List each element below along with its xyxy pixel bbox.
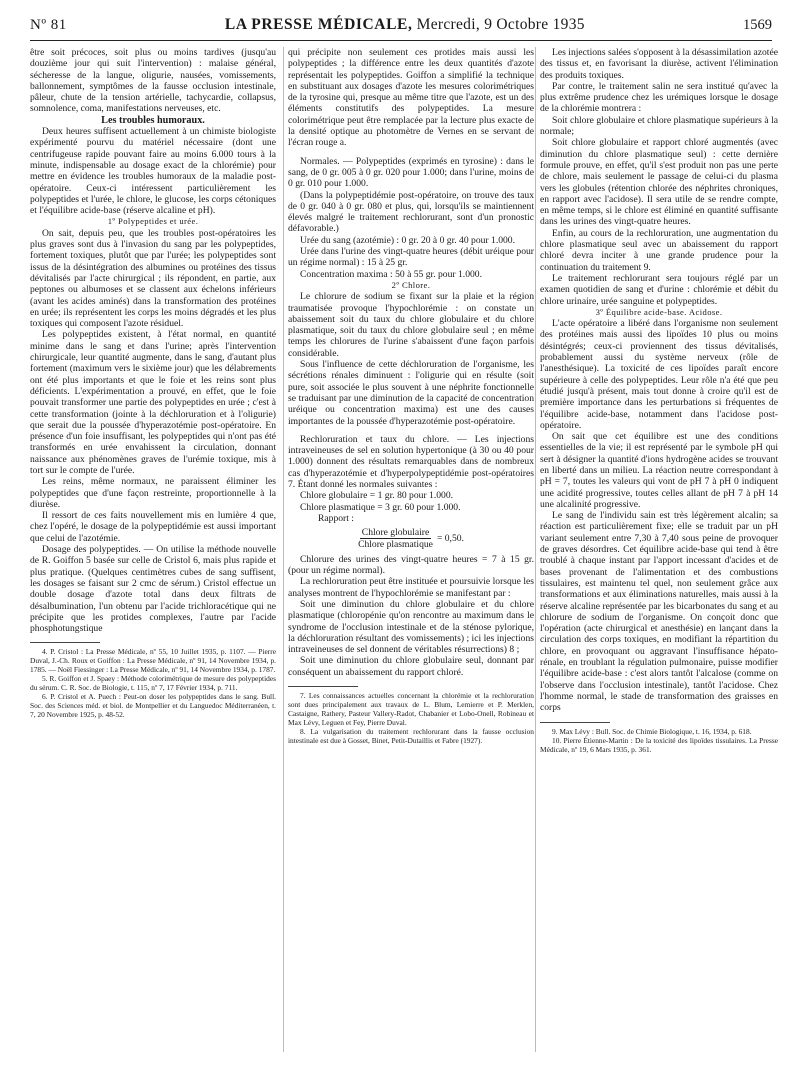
paragraph: Concentration maxima : 50 à 55 gr. pour 1.000. <box>300 268 482 280</box>
footnote-rule <box>30 642 100 643</box>
page-header <box>30 16 772 38</box>
paragraph: Le traitement rechlorurant sera toujours réglé par un examen quotidien de sang et d'urine : chlorémie et débit du chlore urinaire, urée sanguine et polypeptides. <box>540 272 778 307</box>
paragraph: Il ressort de ces faits nouvellement mis en lumière 4 que, chez l'opéré, le dosage de la polypeptidémie est aussi important que celui de l'azotémie. <box>30 510 276 544</box>
column-1 <box>30 47 276 719</box>
fraction-numerator: Chlore globulaire <box>361 527 430 539</box>
formula-line: Chlore plasmatique = 3 gr. 60 pour 1.000. <box>300 501 461 513</box>
footnote: 7. Les connaissances actuelles concernant la chlorémie et la rechloruration sont dues principalement aux travaux de L. Blum, Lemierre et P. Merklen, Castaigne, Rathery, Pasteur Vallery-Radot, Chabanier et Lobo-Onell, Robineau et Max Lévy, Leguen et Fey, Pierre Duval. <box>288 691 534 728</box>
paragraph: On sait que cet équilibre est une des conditions essentielles de la vie; il est représenté par le symbole pH qui sert à désigner la quantité d'ions hydrogène acides se trouvant en liberté dans un milieu. La réaction neutre correspondant à pH = 7, toutes les valeurs qui vont de pH 7 à pH 0 indiquent une acidité progressive, toutes celles allant de pH 7 à pH 14 une alcalinité progressive. <box>540 431 778 510</box>
subsection-heading: 2º Chlore. <box>391 279 431 290</box>
paragraph: Deux heures suffisent actuellement à un chimiste biologiste expérimenté pourvu du matériel nécessaire (dont une centrifugeuse rapide pouvant faire au moins 6.000 tours à la minute, indispensable au dosage exact de la chlorémie) pour mettre en évidence les troubles humoraux de la maladie post-opératoire. Ceux-ci intéressent particulièrement les polypeptides et l'urée, le chlore, le glucose, les corps cétoniques et l'équilibre acide-base (réserve alcaline et pH). <box>30 126 276 217</box>
paragraph: Les reins, même normaux, ne paraissent éliminer les polypeptides que d'une façon restreinte, proportionnelle à la diurèse. <box>30 476 276 510</box>
formula-line: Chlore globulaire = 1 gr. 80 pour 1.000. <box>300 490 454 502</box>
column-2 <box>288 47 534 745</box>
paragraph: Sous l'influence de cette déchloruration de l'organisme, les sécrétions rénales diminuent : l'oligurie qui en résulte (soit pure, soit associée le plus souvent à une néphrite fonctionnelle se traduisant par une diminution de la capacité de concentration uréique ou concentration maxima) est une des causes importantes de la poussée d'hyperazotémie post-opératoire. <box>288 359 534 427</box>
paragraph: Urée dans l'urine des vingt-quatre heures (débit uréique pour un régime normal) : 15 à 25 gr. <box>288 246 534 269</box>
footnote-rule <box>288 686 358 687</box>
subsection-heading: 1º Polypeptides et urée. <box>107 216 199 227</box>
paragraph: qui précipite non seulement ces protides mais aussi les polypeptides ; la différence entre les deux quantités d'azote représentait les polypeptides. Goiffon a simplifié la technique en substituant aux dosages d'azote les mesures colorimétriques de la tyrosine qui, presque au même titre que l'azote, est un des éléments constitutifs des polypeptides. La mesure colorimétrique peut être remplacée par la lecture plus exacte de la densité optique au photomètre de Vernes en se servant de l'écran rouge a. <box>288 47 534 149</box>
section-heading: Les troubles humoraux. <box>101 114 205 126</box>
header-rule <box>30 40 772 41</box>
issue-number: Nº 81 <box>30 17 67 33</box>
column-divider <box>535 47 536 1052</box>
footnote: 4. P. Cristol : La Presse Médicale, nº 55, 10 Juillet 1935, p. 1107. — Pierre Duval, J.-Ch. Roux et Goiffon : La Presse Médicale, nº 91, 14 Novembre 1934, p. 1785. — Noël Fiessinger : La Presse Médicale, nº 91, 14 Novembre 1934, p. 1787. <box>30 647 276 675</box>
paragraph: La rechloruration peut être instituée et poursuivie lorsque les analyses montrent de l'hypochlorémie se manifestant par : <box>288 576 534 599</box>
chlorine-ratio-fraction <box>288 527 534 551</box>
footnote: 10. Pierre Étienne-Martin : De la toxicité des lipoïdes tissulaires. La Presse Médicale, nº 19, 6 Mars 1935, p. 361. <box>540 735 778 754</box>
paragraph: Dosage des polypeptides. — On utilise la méthode nouvelle de R. Goiffon 5 basée sur celle de Cristol 6, mais plus rapide et plus pratique. (Quelques centimètres cubes de sang suffisent, les dosages se faisant sur 2 cmc de sérum.) Cristol effectue un double dosage d'azote total dans deux filtrats de désalbumination, l'un obtenu par l'acide trichloracétique qui ne précipite que les protides complexes, l'autre par l'acide phosphotungstique <box>30 544 276 635</box>
footnote: 6. P. Cristol et A. Puech : Peut-on doser les polypeptides dans le sang. Bull. Soc. des Sciences méd. et biol. de Montpellier et du Languedoc Méditerranéen, t. 7, 20 Novembre 1925, p. 48-52. <box>30 692 276 720</box>
fraction-value: = 0,50. <box>436 533 464 545</box>
footnote: 8. La vulgarisation du traitement rechlorurant dans la fausse occlusion intestinale est due à Gosset, Binet, Petit-Dutaillis et Fabre (1927). <box>288 727 534 746</box>
paragraph: Normales. — Polypeptides (exprimés en tyrosine) : dans le sang, de 0 gr. 005 à 0 gr. 020 pour 1.000; dans l'urine, moins de 0 gr. 010 pour 1.000. <box>288 155 534 190</box>
column-divider <box>283 47 284 1052</box>
paragraph: Urée du sang (azotémie) : 0 gr. 20 à 0 gr. 40 pour 1.000. <box>300 234 516 246</box>
footnote: 9. Max Lévy : Bull. Soc. de Chimie Biologique, t. 16, 1934, p. 618. <box>552 726 752 736</box>
paragraph: (Dans la polypeptidémie post-opératoire, on trouve des taux de 0 gr. 040 à 0 gr. 080 et plus, qui, lorsqu'ils se maintiennent élevés malgré le traitement rechlorurant, sont d'un pronostic défavorable.) <box>288 189 534 235</box>
journal-name: LA PRESSE MÉDICALE, <box>224 16 413 33</box>
paragraph: L'acte opératoire a libéré dans l'organisme non seulement des protéines mais aussi des lipoïdes 10 plus ou moins désintégrés; ceux-ci proviennent des tissus dévitalisés, probablement aussi du système nerveux (rôle de l'anesthésique). La toxicité de ces lipoïdes paraît encore supérieure à celle des polypeptides. Leur rôle n'a été que peu étudié jusqu'à présent, mais tout donne à croire qu'il est de première importance dans les perturbations si fréquentes de l'équilibre acide-base, notamment dans l'acidose post-opératoire. <box>540 318 778 431</box>
paragraph: Par contre, le traitement salin ne sera institué qu'avec la plus extrême prudence chez les urémiques lorsque le dosage de la chlorémie montrera : <box>540 80 778 115</box>
issue-date: Mercredi, 9 Octobre 1935 <box>416 16 585 33</box>
subsection-heading: 3º Équilibre acide-base. Acidose. <box>595 306 723 317</box>
paragraph: Soit chlore globulaire et chlore plasmatique supérieurs à la normale; <box>540 114 778 138</box>
paragraph: Le chlorure de sodium se fixant sur la plaie et la région traumatisée provoque l'hypochlorémie : on constate un abaissement soit du taux du chlore globulaire et du chlore plasmatique, soit du taux du chlore globulaire seul ; en même temps les chlorures de l'urine s'abaissent d'une façon parfois considérable. <box>288 291 534 359</box>
fraction-denominator: Chlore plasmatique <box>358 539 433 551</box>
page-number: 1569 <box>743 17 772 33</box>
footnote-rule <box>540 722 610 723</box>
paragraph: On sait, depuis peu, que les troubles post-opératoires les plus graves sont dus à l'invasion du sang par les polypeptides, fortement toxiques, plutôt que par l'urée; les polypeptides sont issus de la désintégration des albumines ou protéines des tissus dévitalisés par l'acte chirurgical ; ils répondent, en partie, aux peptones ou albumoses et se classent aux échelons inférieurs (avant les acides aminés) dans la transformation des protéines en urée; ils représentent les corps les moins dégradés et les plus toxiques qui composent l'azote résiduel. <box>30 227 276 330</box>
paragraph: Les injections salées s'opposent à la désassimilation azotée des tissus et, en favorisant la diurèse, activent l'élimination des produits toxiques. <box>540 47 778 81</box>
footnote: 5. R. Goiffon et J. Spaey : Méthode colorimétrique de mesure des polypeptides du sérum. C. R. Soc. de Biologie, t. 115, nº 7, 17 Février 1934, p. 711. <box>30 674 276 693</box>
paragraph: Rechloruration et taux du chlore. — Les injections intraveineuses de sel en solution hypertonique (à 30 ou 40 pour 1.000) donnent des résultats remarquables dans de nombreux cas d'hyperazotémie et d'hyperpolypeptidémie post-opératoires 7. Étant donné les normales suivantes : <box>288 433 534 490</box>
paragraph: Soit une diminution du chlore globulaire et du chlore plasmatique (chloropénie qu'on rencontre au maximum dans le syndrome de l'occlusion intestinale et de la sténose pylorique, la déchloruration résultant des vomissements) ; ici les injections intraveineuses de sel donnent de véritables résurrections) 8 ; <box>288 598 534 656</box>
paragraph: Le sang de l'individu sain est très légèrement alcalin; sa réaction est particulièrement fixe; elle se traduit par un pH variant seulement entre 7,30 à 7,40 sous peine de provoquer de graves désordres. Cet équilibre acide-base qui tend à être troublé à chaque instant par l'apport incessant d'acides et de bases provenant de l'alimentation et des combustions tissulaires, est maintenu tel quel, non seulement grâce aux transformations et aux éliminations naturelles, mais aussi à la réserve alcaline représentée par les bicarbonates du sang et au chlorure de sodium de l'organisme. On conçoit donc que l'opération (acte chirurgical et anesthésie) en lançant dans la circulation des corps toxiques, en modifiant la répartition du chlore, en provoquant ou aggravant l'insuffisance hépato-rénale, en troublant la régulation pulmonaire, puisse modifier l'équilibre acide-base : c'est alors tantôt l'alcalose (comme on l'observe dans l'occlusion intestinale), tantôt l'acidose. Chez l'homme normal, le stade de transformation des graisses en corps <box>540 510 778 714</box>
running-title <box>67 16 743 34</box>
paragraph: Les polypeptides existent, à l'état normal, en quantité minime dans le sang et dans l'urine; après l'intervention chirurgicale, leur quantité augmente, dans le sang, d'autant plus fortement (maximum vers le sixième jour) que les délabrements ont été plus importants et que le foie et les reins sont plus déficients. L'expérimentation a prouvé, en effet, que le foie pouvait transformer une partie des polypeptides en urée ; c'est à cette transformation (jointe à la déchloruration et à l'oligurie) que serait due la poussée d'hyperazotémie post-opératoire. En présence d'un foie insuffisant, les polypeptides qui n'ont pas été transformés en urée envahissent la circulation, donnant naissance aux phénomènes graves de l'urémie toxique, mis à tort sur le compte de l'urée. <box>30 329 276 476</box>
paragraph: Enfin, au cours de la rechloruration, une augmentation du chlore plasmatique seul avec un abaissement du rapport chloré devra inciter à une grande prudence pour la continuation du traitement 9. <box>540 227 778 273</box>
paragraph: Soit une diminution du chlore globulaire seul, donnant par conséquent un abaissement du rapport chloré. <box>288 655 534 678</box>
column-3 <box>540 47 778 754</box>
formula-line: Rapport : <box>318 512 354 524</box>
paragraph: être soit précoces, soit plus ou moins tardives (jusqu'au douzième jour qui suit l'intervention) : malaise général, sécheresse de la langue, oligurie, nausées, vomissements, ballonnement, symptômes de la fausse occlusion intestinale, pâleur, chute de la tension artérielle, tachycardie, collapsus, somnolence, coma, manifestations nerveuses, etc. <box>30 47 276 115</box>
paragraph: Soit chlore globulaire et rapport chloré augmentés (avec diminution du chlore plasmatique seul) : cette dernière formule prouve, en effet, qu'il s'est produit non pas une perte de chlore, mais seulement le passage de celui-ci du plasma vers les globules (rétention chlorée des néphrites chroniques, en rapport avec l'acidose). Il sera utile de se rendre compte, en même temps, si le chlore est éliminé en quantité suffisante dans les urines des vingt-quatre heures. <box>540 137 778 228</box>
paragraph: Chlorure des urines des vingt-quatre heures = 7 à 15 gr. (pour un régime normal). <box>288 553 534 577</box>
